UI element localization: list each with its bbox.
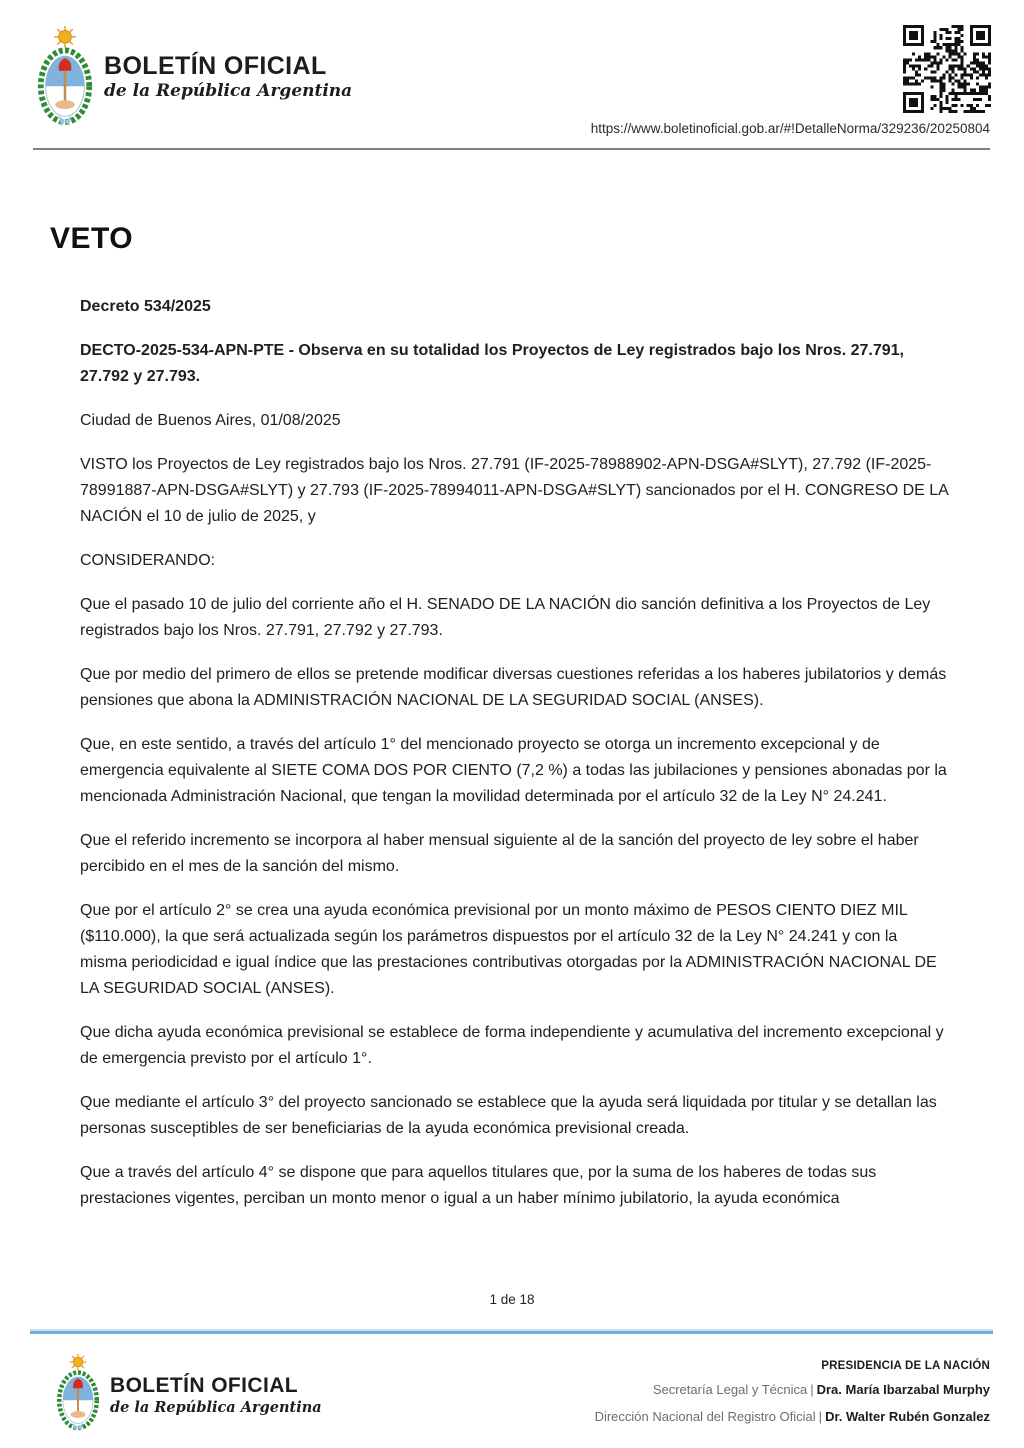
brand-subtitle: de la República Argentina <box>104 81 353 101</box>
body-paragraph: Que por el artículo 2° se crea una ayuda económica previsional por un monto máximo de PESOS CIENTO DIEZ MIL ($110.000), la que será actualizada según los parámetros dispuestos por el artículo 32 de la Ley N° 24.241 y con la misma periodicidad e igual índice que las prestaciones contributivas otorgadas por la ADMINISTRACIÓN NACIONAL DE LA SEGURIDAD SOCIAL (ANSES). <box>80 902 937 997</box>
decree-summary: DECTO-2025-534-APN-PTE - Observa en su totalidad los Proyectos de Ley registrados bajo los Nros. 27.791, 27.792 y 27.793. <box>80 342 904 385</box>
signature-role: Secretaría Legal y Técnica <box>652 1382 808 1397</box>
body-paragraph: Que, en este sentido, a través del artículo 1° del mencionado proyecto se otorga un incremento excepcional y de emergencia equivalente al SIETE COMA DOS POR CIENTO (7,2 %) a todas las jubilaciones y pensiones abonadas por la mencionada Administración Nacional, que tengan la movilidad determinada por el artículo 32 de la Ley N° 24.241. <box>80 736 947 805</box>
page-indicator: 1 de 18 <box>489 1292 535 1307</box>
body-paragraph: Que dicha ayuda económica previsional se establece de forma independiente y acumulativa del incremento excepcional y de emergencia previsto por el artículo 1°. <box>80 1024 944 1067</box>
signature-separator: | <box>810 1382 814 1397</box>
section-title: VETO <box>50 222 134 255</box>
footer-brand-title: BOLETÍN OFICIAL <box>110 1374 298 1397</box>
signature-separator: | <box>818 1409 823 1424</box>
header-divider <box>33 148 990 150</box>
considerando-label: CONSIDERANDO: <box>80 552 216 569</box>
argentina-coat-of-arms-icon <box>34 24 96 131</box>
signature-line <box>595 1381 990 1399</box>
place-date: Ciudad de Buenos Aires, 01/08/2025 <box>80 412 341 429</box>
decree-number: Decreto 534/2025 <box>80 298 211 315</box>
signature-name: Dr. Walter Rubén Gonzalez <box>825 1409 990 1424</box>
footer-signatures <box>595 1360 990 1426</box>
document-body <box>50 222 948 1230</box>
signature-name: Dra. María Ibarzabal Murphy <box>816 1382 990 1397</box>
norm-detail-url[interactable]: https://www.boletinoficial.gob.ar/#!DetalleNorma/329236/20250804 <box>590 121 990 136</box>
body-paragraph: Que por medio del primero de ellos se pretende modificar diversas cuestiones referidas a los haberes jubilatorios y demás pensiones que abona la ADMINISTRACIÓN NACIONAL DE LA SEGURIDAD SOCIAL (ANSES). <box>80 666 947 709</box>
header-brand <box>34 24 352 131</box>
qr-code-icon <box>903 25 991 113</box>
footer-divider <box>30 1329 993 1334</box>
signature-role: Dirección Nacional del Registro Oficial <box>594 1409 816 1424</box>
presidency-label: PRESIDENCIA DE LA NACIÓN <box>821 1360 990 1372</box>
signature-line <box>595 1408 990 1426</box>
body-paragraph: Que el pasado 10 de julio del corriente año el H. SENADO DE LA NACIÓN dio sanción definitiva a los Proyectos de Ley registrados bajo los Nros. 27.791, 27.792 y 27.793. <box>80 596 931 639</box>
body-paragraph: Que el referido incremento se incorpora al haber mensual siguiente al de la sanción del proyecto de ley sobre el haber percibido en el mes de la sanción del mismo. <box>80 832 919 875</box>
footer-brand <box>54 1352 322 1435</box>
visto-paragraph: VISTO los Proyectos de Ley registrados bajo los Nros. 27.791 (IF-2025-78988902-APN-DSGA#SLYT), 27.792 (IF-2025-78991887-APN-DSGA#SLYT) y 27.793 (IF-2025-78994011-APN-DSGA#SLYT) sancionados por el H. CONGRESO DE LA NACIÓN el 10 de julio de 2025, y <box>80 456 948 525</box>
brand-title: BOLETÍN OFICIAL <box>104 52 327 80</box>
footer-brand-subtitle: de la República Argentina <box>110 1399 322 1416</box>
body-paragraph: Que a través del artículo 4° se dispone que para aquellos titulares que, por la suma de los haberes de todas sus prestaciones vigentes, perciban un monto menor o igual a un haber mínimo jubilatorio, la ayuda económica <box>80 1164 877 1207</box>
body-paragraph: Que mediante el artículo 3° del proyecto sancionado se establece que la ayuda será liquidada por titular y se detallan las personas susceptibles de ser beneficiarias de la ayuda económica previsional creada. <box>80 1094 937 1137</box>
argentina-coat-of-arms-icon <box>54 1352 102 1435</box>
